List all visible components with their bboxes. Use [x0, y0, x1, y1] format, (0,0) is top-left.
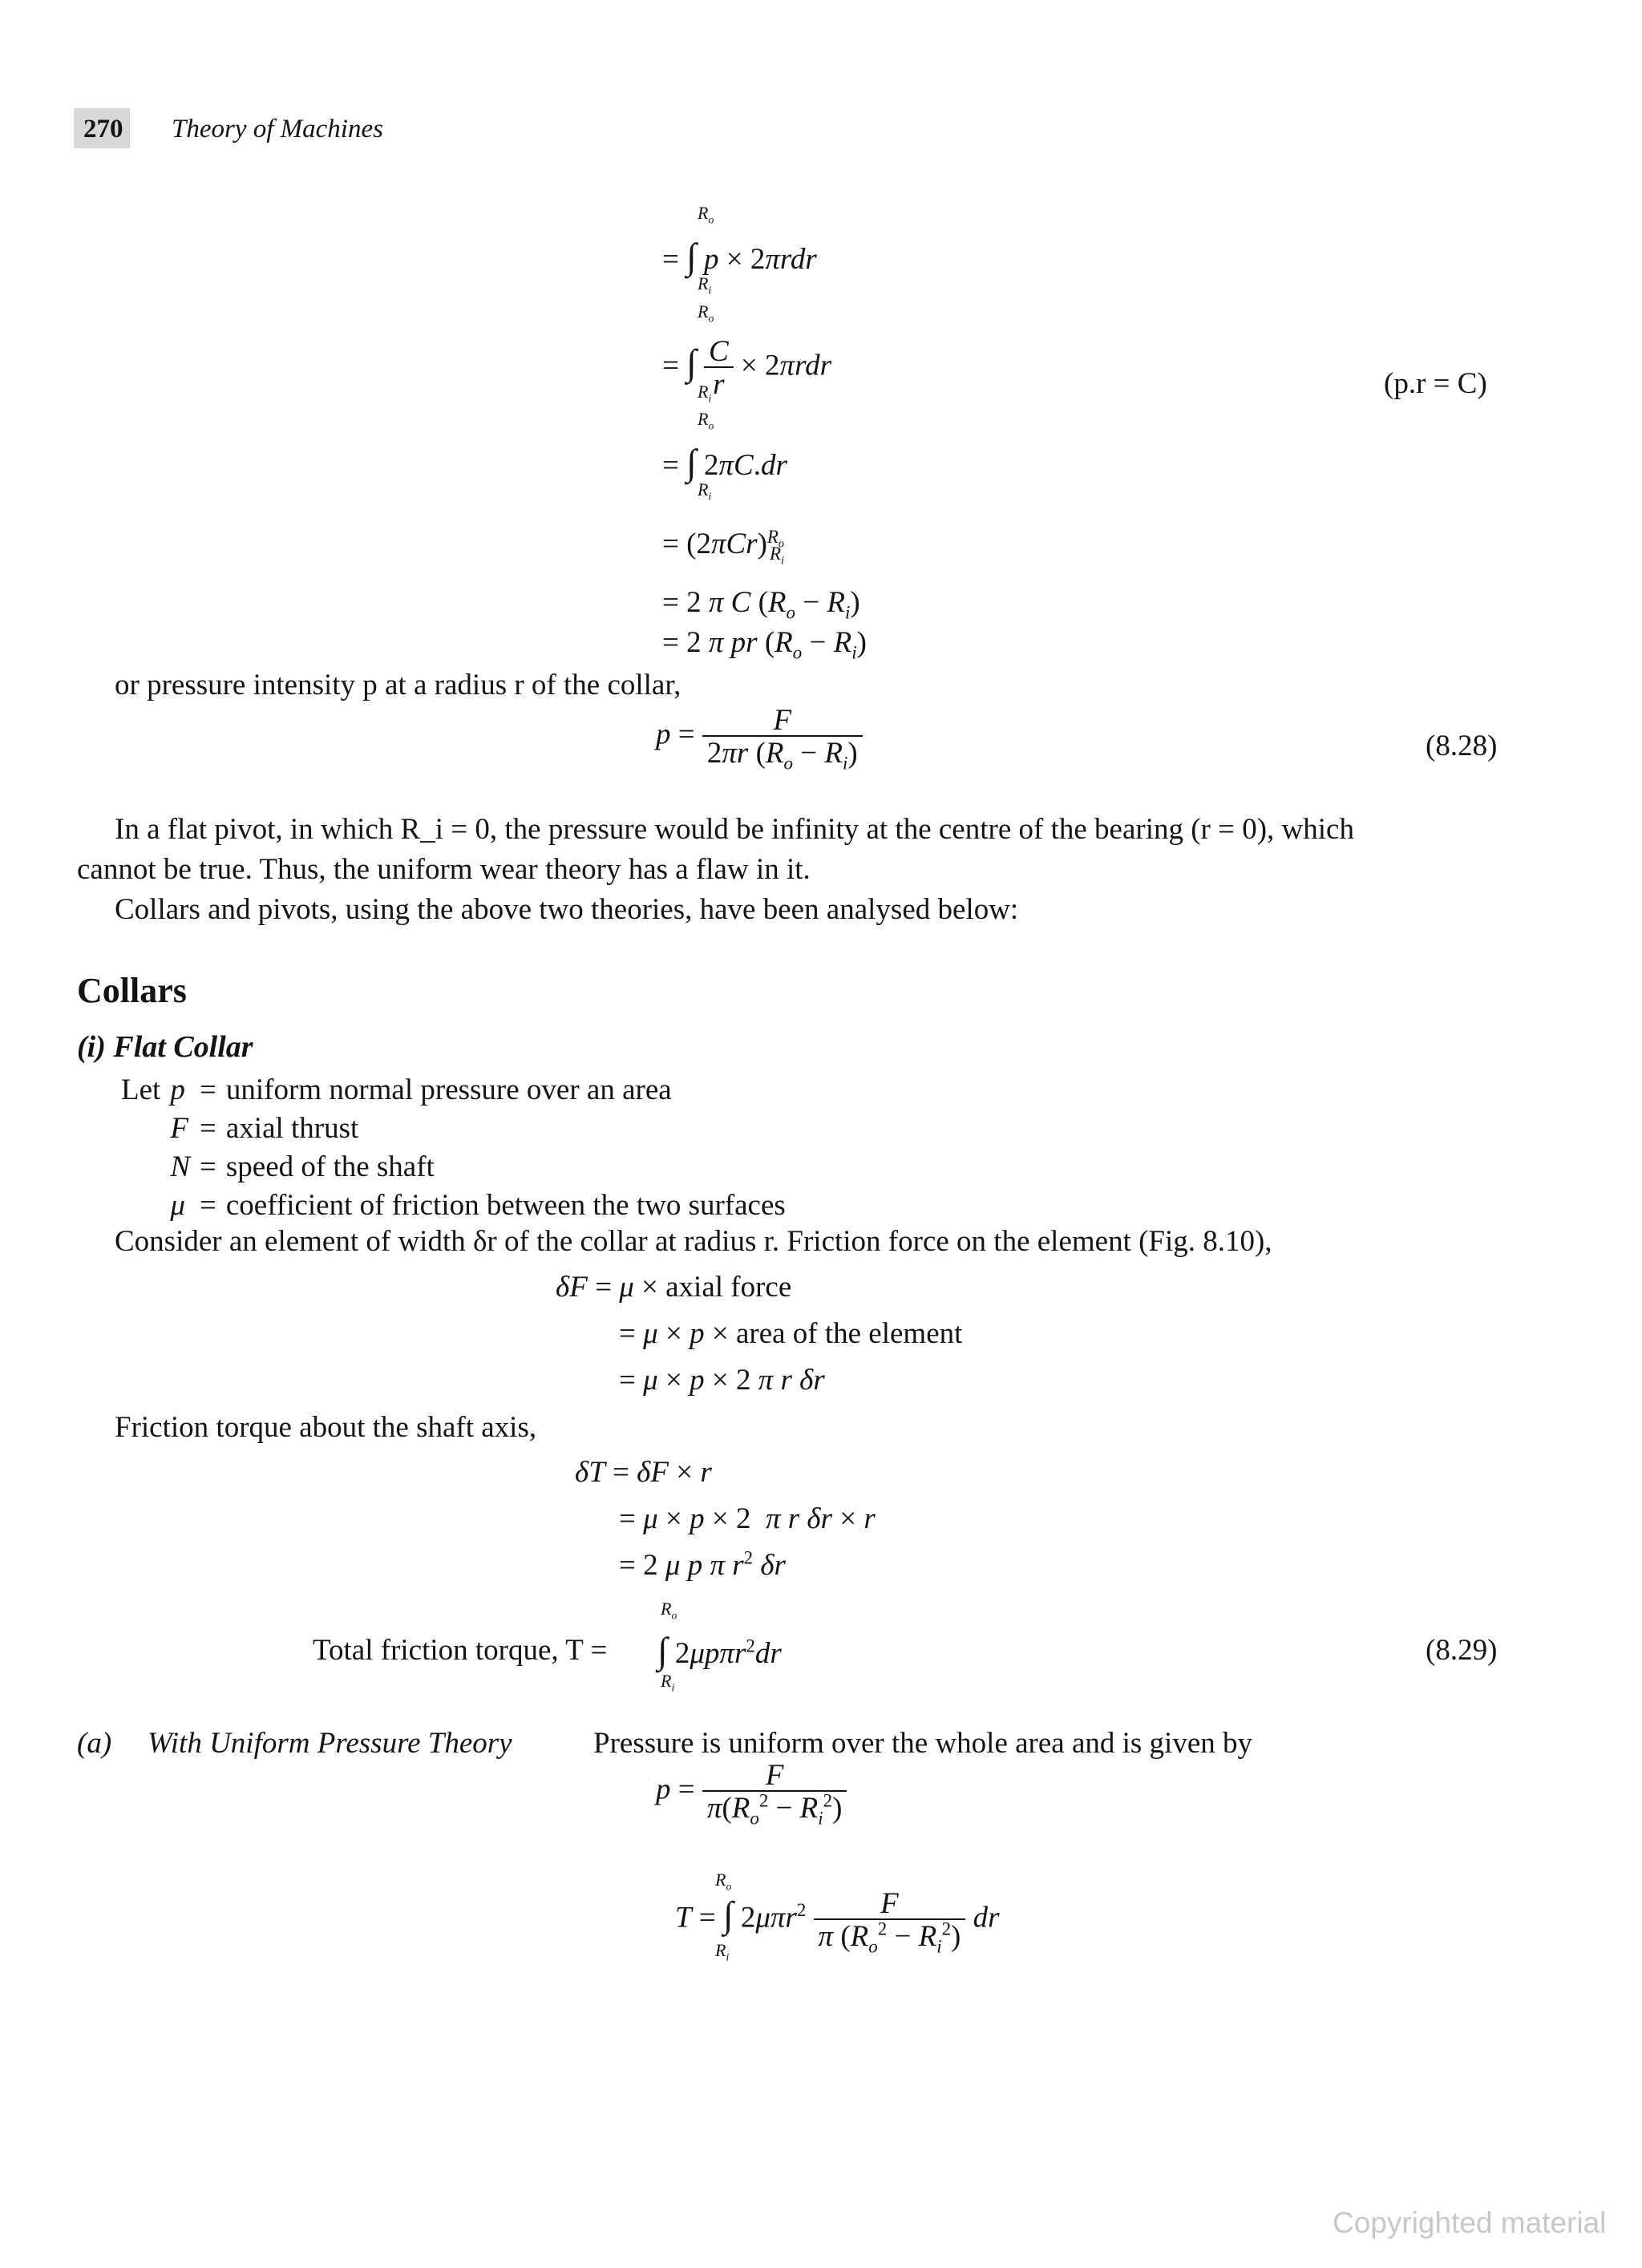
text-flat-pivot-line-2: cannot be true. Thus, the uniform wear theory has a flaw in it. — [77, 853, 811, 886]
definition-equals: = — [200, 1111, 216, 1145]
definition-lead — [116, 1109, 165, 1147]
eq-friction-force-2: = μ × p × area of the element — [619, 1317, 963, 1350]
section-title: Collars — [77, 971, 187, 1010]
eq-torque-3: = 2 μ p π $r^2$ δr — [619, 1547, 786, 1582]
definitions-list — [116, 1070, 791, 1224]
side-note: (p.r = C) — [1384, 367, 1487, 400]
definition-symbol: μ — [170, 1188, 185, 1222]
text-friction-torque-about: Friction torque about the shaft axis, — [115, 1411, 537, 1444]
eq-step-6: = 2 π pr $(R_o - R_i)$ — [662, 626, 867, 663]
text-total-friction-torque: Total friction torque, T = — [313, 1634, 608, 1667]
definition-row — [116, 1109, 791, 1147]
eq-integral-step-4: = $(2\pi Cr)^{R_o}_{R_i}$ — [662, 526, 785, 568]
text-flat-pivot-line-1: In a flat pivot, in which R_i = 0, the pressure would be infinity at the centre of the bearing (r = 0), which — [115, 813, 1354, 846]
definition-lead: Let — [121, 1073, 161, 1106]
definition-row — [116, 1186, 791, 1224]
definition-lead — [116, 1147, 165, 1186]
case-a-title: With Uniform Pressure Theory — [148, 1727, 512, 1760]
eq-torque-1: δT = δF × r — [575, 1456, 712, 1489]
definition-meaning: coefficient of friction between the two surfaces — [225, 1188, 786, 1222]
text-collars-pivots: Collars and pivots, using the above two theories, have been analysed below: — [115, 893, 1019, 926]
eq-8-29: ∫ 2μpπr$^2$dr $R_o$ $R_i$ — [657, 1599, 782, 1694]
definition-equals: = — [200, 1073, 216, 1106]
definition-meaning: speed of the shaft — [225, 1150, 435, 1183]
eq-integral-step-1: = ∫ p × 2πrdr $R_o$ $R_i$ — [662, 203, 817, 297]
eq-integral-step-2: = ∫ $\frac{C}{r}$ × 2πrdr $R_o$ $R_i$ — [662, 301, 832, 405]
definition-symbol: p — [170, 1073, 185, 1106]
definition-row — [116, 1070, 791, 1109]
eq-number-8-29: (8.29) — [1426, 1634, 1498, 1667]
definition-symbol: N — [170, 1150, 190, 1183]
eq-integral-step-3: = ∫ 2πC.dr $R_o$ $R_i$ — [662, 409, 787, 503]
definition-lead — [116, 1186, 165, 1224]
definition-meaning: uniform normal pressure over an area — [225, 1073, 672, 1106]
eq-torque-2: = μ × p × 2 π r δr × r — [619, 1502, 876, 1535]
eq-step-5: = 2 π C $(R_o - R_i)$ — [662, 586, 860, 623]
copyright-watermark: Copyrighted material — [1333, 2206, 1607, 2239]
definition-equals: = — [200, 1150, 216, 1183]
eq-8-28: p = $\frac{F}{2\pi r (R_o - R_i)}$ — [656, 705, 863, 768]
eq-friction-force-3: = μ × p × 2 π r δr — [619, 1364, 825, 1397]
definition-row — [116, 1147, 791, 1186]
eq-uniform-pressure: p = $\frac{F}{\pi(R_o^2 - R_i^2)}$ — [656, 1761, 847, 1823]
running-title: Theory of Machines — [172, 115, 383, 144]
case-a-label: (a) — [77, 1727, 112, 1760]
definition-equals: = — [200, 1188, 216, 1222]
eq-torque-uniform-pressure: T = ∫ 2μπr$^2$ $\frac{F}{\pi (R_o^2 - R_i^2)}$ dr $R_o$ $R_i$ — [675, 1870, 1000, 1963]
eq-number-8-28: (8.28) — [1426, 730, 1498, 762]
subsection-title: (i) Flat Collar — [77, 1030, 253, 1064]
definition-symbol: F — [170, 1111, 188, 1145]
text-or-pressure: or pressure intensity p at a radius r of the collar, — [115, 669, 681, 701]
case-a-text: Pressure is uniform over the whole area and is given by — [593, 1727, 1253, 1760]
definition-meaning: axial thrust — [225, 1111, 359, 1145]
text-consider-element: Consider an element of width δr of the collar at radius r. Friction force on the element (Fig. 8.10), — [115, 1225, 1272, 1258]
eq-friction-force-1: δF = μ × axial force — [556, 1271, 792, 1304]
page-number: 270 — [83, 115, 123, 144]
